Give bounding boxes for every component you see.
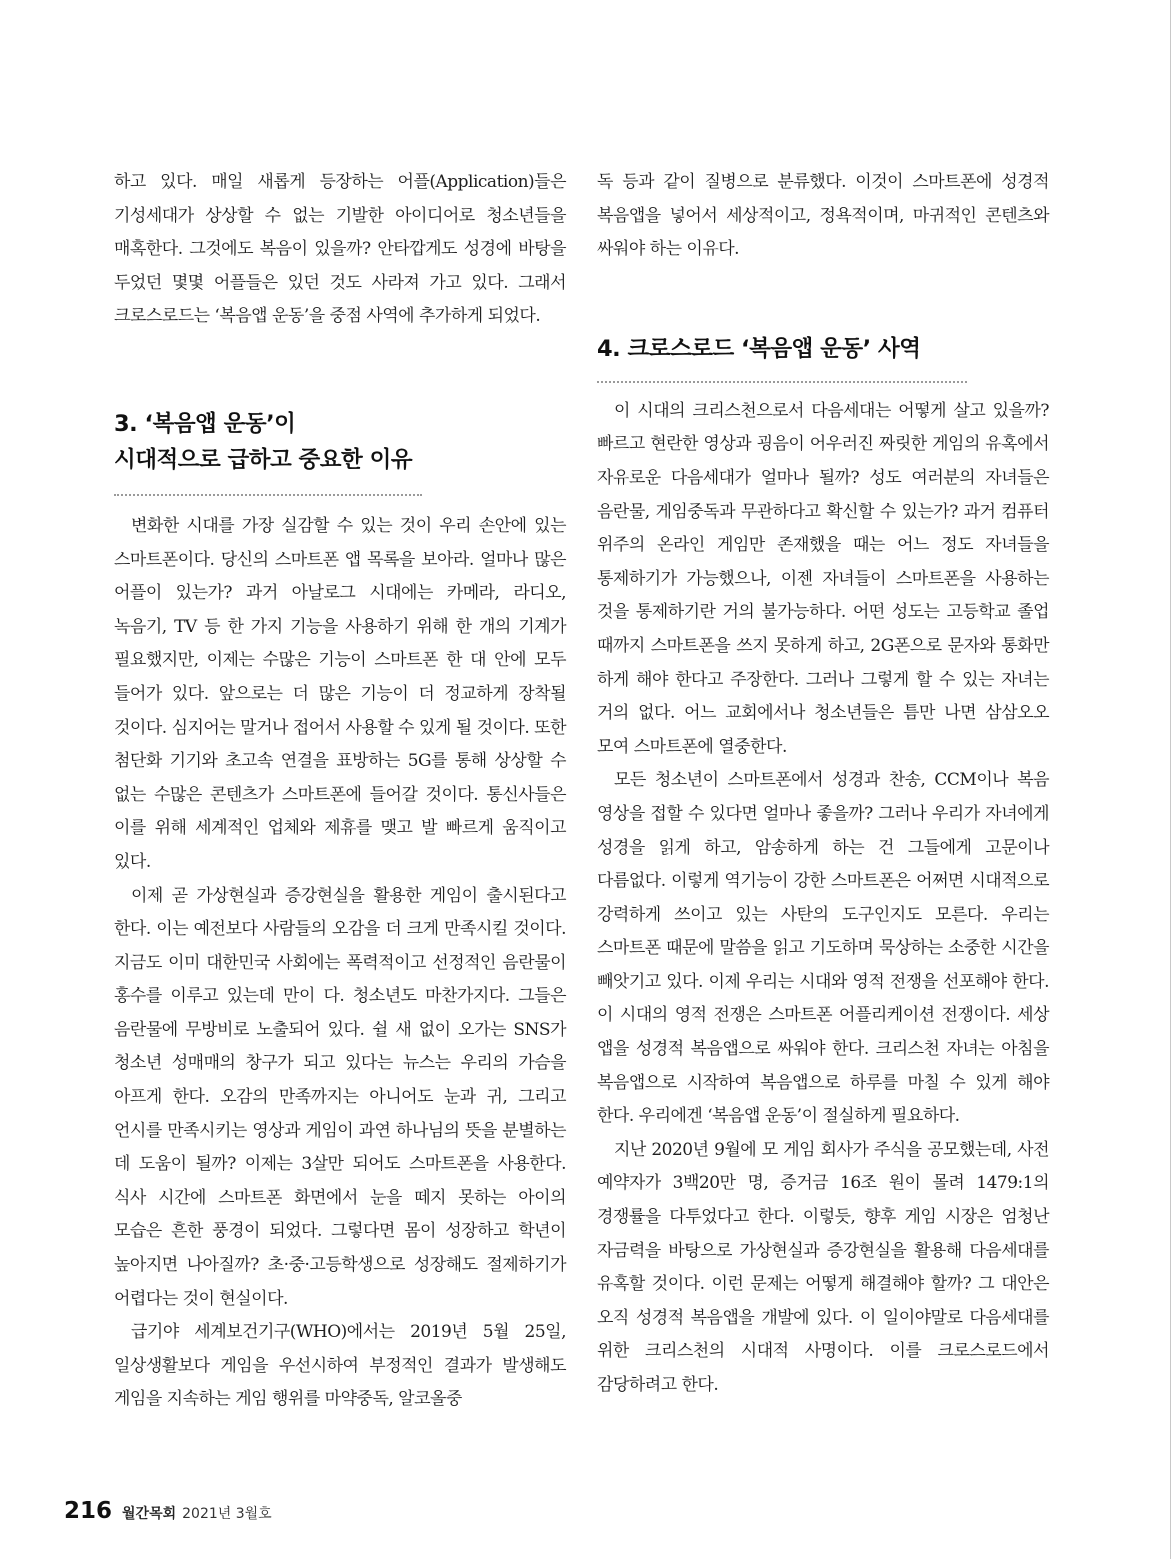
- page-edge-line: [1170, 0, 1171, 1559]
- section-4-paragraph-2: 모든 청소년이 스마트폰에서 성경과 찬송, CCM이나 복음 영상을 접할 수 있다면 얼마나 좋을까? 그러나 우리가 자녀에게 성경을 읽게 하고, 암송하게 하는 건 그들에게 고문이나 다름없다. 이렇게 역기능이 강한 스마트폰은 어쩌면 시대적으로 강력하게 쓰이고 있는 사탄의 도구인지도 모른다. 우리는 스마트폰 때문에 말씀을 읽고 기도하며 묵상하는 소중한 시간을 빼앗기고 있다. 이제 우리는 시대와 영적 전쟁을 선포해야 한다. 이 시대의 영적 전쟁은 스마트폰 어플리케이션 전쟁이다. 세상 앱을 성경적 복음앱으로 싸워야 한다. 크리스천 자녀는 아침을 복음앱으로 시작하여 복음앱으로 하루를 마칠 수 있게 해야 한다. 우리에겐 ‘복음앱 운동’이 절실하게 필요하다.: [597, 770, 1049, 1127]
- intro-paragraph: 하고 있다. 매일 새롭게 등장하는 어플(Application)들은 기성세대가 상상할 수 없는 기발한 아이디어로 청소년들을 매혹한다. 그것에도 복음이 있을까? 안타깝게도 성경에 바탕을 두었던 몇몇 어플들은 있던 것도 사라져 가고 있다. 그래서 크로스로드는 ‘복음앱 운동’을 중점 사역에 추가하게 되었다.: [114, 172, 566, 327]
- section-3-heading: [114, 406, 566, 478]
- section-4-paragraph-3: 지난 2020년 9월에 모 게임 회사가 주식을 공모했는데, 사전 예약자가 3백20만 명, 증거금 16조 원이 몰려 1479:1의 경쟁률을 다투었다고 한다. 이렇듯, 향후 게임 시장은 엄청난 자금력을 바탕으로 가상현실과 증강현실을 활용해 다음세대를 유혹할 것이다. 이런 문제는 어떻게 해결해야 할까? 그 대안은 오직 성경적 복음앱을 개발에 있다. 이 일이야말로 다음세대를 위한 크리스천의 시대적 사명이다. 이를 크로스로드에서 감당하려고 한다.: [597, 1139, 1049, 1395]
- section-4-heading: 4. 크로스로드 ‘복음앱 운동’ 사역: [597, 335, 921, 362]
- right-column: [597, 166, 1049, 1403]
- page-footer: [64, 1498, 272, 1524]
- left-column: [114, 166, 566, 1417]
- section-4-divider: [597, 381, 967, 383]
- issue-label: 2021년 3월호: [182, 1506, 272, 1522]
- section-3-title-line1: 3. ‘복음앱 운동’이: [114, 410, 296, 437]
- section-3-title-line2: 시대적으로 급하고 중요한 이유: [114, 446, 413, 473]
- section-3-paragraph-3: 급기야 세계보건기구(WHO)에서는 2019년 5월 25일, 일상생활보다 게임을 우선시하여 부정적인 결과가 발생해도 게임을 지속하는 게임 행위를 마약중독, 알코올중: [114, 1322, 566, 1410]
- page-number: 216: [64, 1498, 113, 1524]
- section-3-divider: [114, 494, 422, 496]
- section-3-paragraph-2: 이제 곧 가상현실과 증강현실을 활용한 게임이 출시된다고 한다. 이는 예전보다 사람들의 오감을 더 크게 만족시킬 것이다. 지금도 이미 대한민국 사회에는 폭력적이고 선정적인 음란물이 홍수를 이루고 있는데 만이 다. 청소년도 마찬가지다. 그들은 음란물에 무방비로 노출되어 있다. 쉴 새 없이 오가는 SNS가 청소년 성매매의 창구가 되고 있다는 뉴스는 우리의 가슴을 아프게 한다. 오감의 만족까지는 아니어도 눈과 귀, 그리고 언시를 만족시키는 영상과 게임이 과연 하나님의 뜻을 분별하는 데 도움이 될까? 이제는 3살만 되어도 스마트폰을 사용한다. 식사 시간에 스마트폰 화면에서 눈을 떼지 못하는 아이의 모습은 흔한 풍경이 되었다. 그렇다면 몸이 성장하고 학년이 높아지면 나아질까? 초·중·고등학생으로 성장해도 절제하기가 어렵다는 것이 현실이다.: [114, 885, 566, 1309]
- continuation-paragraph: 독 등과 같이 질병으로 분류했다. 이것이 스마트폰에 성경적 복음앱을 넣어서 세상적이고, 정욕적이며, 마귀적인 콘텐츠와 싸워야 하는 이유다.: [597, 172, 1049, 260]
- magazine-name: 월간목회: [122, 1506, 177, 1522]
- section-4-paragraph-1: 이 시대의 크리스천으로서 다음세대는 어떻게 살고 있을까? 빠르고 현란한 영상과 굉음이 어우러진 짜릿한 게임의 유혹에서 자유로운 다음세대가 얼마나 될까? 성도 여러분의 자녀들은 음란물, 게임중독과 무관하다고 확신할 수 있는가? 과거 컴퓨터 위주의 온라인 게임만 존재했을 때는 어느 정도 자녀들을 통제하기가 가능했으나, 이젠 자녀들이 스마트폰을 사용하는 것을 통제하기란 거의 불가능하다. 어떤 성도는 고등학교 졸업 때까지 스마트폰을 쓰지 못하게 하고, 2G폰으로 문자와 통화만 하게 해야 한다고 주장한다. 그러나 그렇게 할 수 있는 자녀는 거의 없다. 어느 교회에서나 청소년들은 틈만 나면 삼삼오오 모여 스마트폰에 열중한다.: [597, 400, 1049, 757]
- section-3-paragraph-1: 변화한 시대를 가장 실감할 수 있는 것이 우리 손안에 있는 스마트폰이다. 당신의 스마트폰 앱 목록을 보아라. 얼마나 많은 어플이 있는가? 과거 아날로그 시대에는 카메라, 라디오, 녹음기, TV 등 한 가지 기능을 사용하기 위해 한 개의 기계가 필요했지만, 이제는 수많은 기능이 스마트폰 한 대 안에 모두 들어가 있다. 앞으로는 더 많은 기능이 더 정교하게 장착될 것이다. 심지어는 말거나 접어서 사용할 수 있게 될 것이다. 또한 첨단화 기기와 초고속 연결을 표방하는 5G를 통해 상상할 수 없는 수많은 콘텐츠가 스마트폰에 들어갈 것이다. 통신사들은 이를 위해 세계적인 업체와 제휴를 맺고 발 빠르게 움직이고 있다.: [114, 515, 566, 872]
